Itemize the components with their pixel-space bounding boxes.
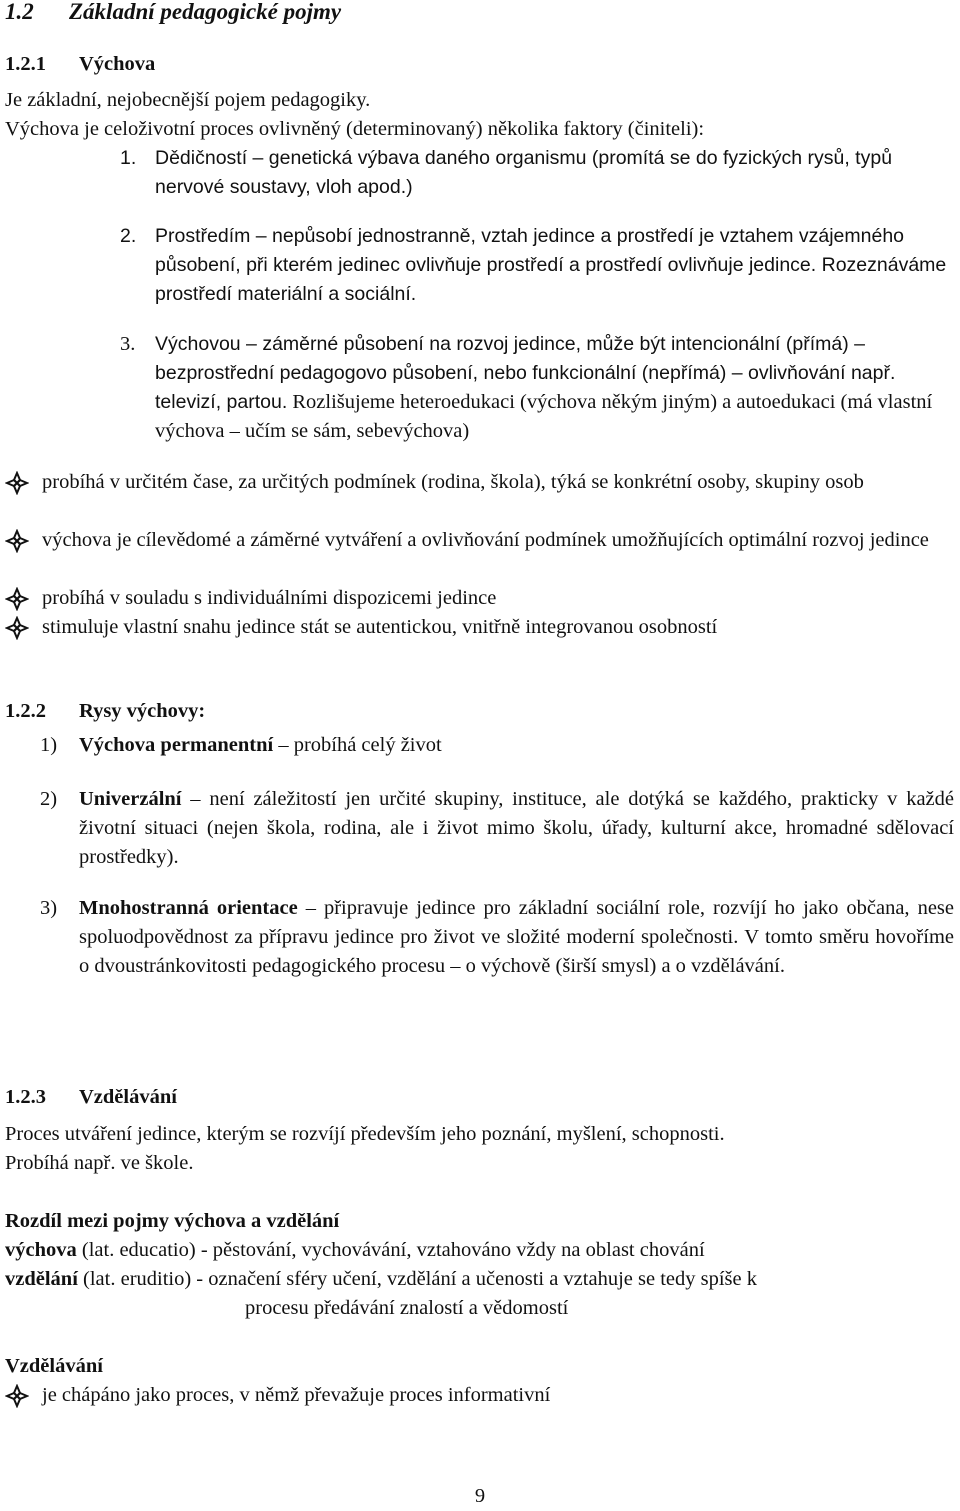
diamond-bullet-icon <box>5 587 29 611</box>
bullet-text: výchova je cílevědomé a záměrné vytváření a ovlivňování podmínek umožňujících optimální rozvoj jedince <box>42 529 929 551</box>
feature-number: 1) <box>40 734 58 756</box>
diamond-bullet-icon <box>5 529 29 553</box>
factor-item <box>120 144 950 202</box>
feature-text: – probíhá celý život <box>273 734 442 756</box>
intro-line: Je základní, nejobecnější pojem pedagogiky. <box>5 89 371 111</box>
diamond-bullet-icon <box>5 471 29 495</box>
bullet-item <box>5 613 952 642</box>
bullet-text: je chápáno jako proces, v němž převažuje proces informativní <box>42 1384 551 1406</box>
factor-text-continued: Rozlišujeme heteroedukaci (výchova někým jiným) a autoedukaci (má vlastní výchova – učím se sám, sebevýchova) <box>155 391 933 442</box>
paragraph-line: Proces utváření jedince, kterým se rozvíjí především jeho poznání, myšlení, schopnosti. <box>5 1123 725 1145</box>
feature-term: Univerzální <box>79 788 182 810</box>
section-heading-1-2-3 <box>5 1083 954 1112</box>
feature-term: Mnohostranná orientace <box>79 897 298 919</box>
section-title: Vzdělávání <box>79 1086 177 1108</box>
section-title: Rysy výchovy: <box>79 700 206 722</box>
section-heading-1-2-1 <box>5 50 954 79</box>
section-heading-1-2-2 <box>5 697 954 726</box>
feature-number: 2) <box>40 788 58 810</box>
factor-number: 3. <box>120 333 136 355</box>
feature-text: – není záležitostí jen určité skupiny, instituce, ale dotýká se každého, prakticky v každé životní situaci (nejen škola, rodina, ale i život mimo školu, úřady, kulturní akce, hromadné sdělovací prostředky). <box>79 788 954 868</box>
definition-term: výchova <box>5 1239 77 1261</box>
definition-text: (lat. eruditio) - označení sféry učení, vzdělání a učenosti a vztahuje se tedy spíše k <box>77 1268 757 1290</box>
section-number: 1.2 <box>5 0 34 24</box>
definition-continuation: procesu předávání znalostí a vědomostí <box>245 1297 569 1319</box>
section-heading-1-2 <box>5 0 954 26</box>
factor-text: Dědičností – genetická výbava daného organismu (promítá se do fyzických rysů, typů nervové soustavy, vloh apod.) <box>155 147 893 198</box>
bullet-item <box>5 1381 952 1410</box>
vzdelavani-heading: Vzdělávání <box>5 1355 103 1377</box>
bullet-item <box>5 468 952 497</box>
difference-heading: Rozdíl mezi pojmy výchova a vzdělání <box>5 1210 340 1232</box>
diamond-bullet-icon <box>5 1384 29 1408</box>
bullet-text: stimuluje vlastní snahu jedince stát se autentickou, vnitřně integrovanou osobností <box>42 616 718 638</box>
factor-number: 1. <box>120 147 137 169</box>
bullet-item <box>5 584 952 613</box>
bullet-text: probíhá v určitém čase, za určitých podmínek (rodina, škola), týká se konkrétní osoby, skupiny osob <box>42 471 864 493</box>
definition-term: vzdělání <box>5 1268 78 1290</box>
section-number: 1.2.1 <box>5 53 46 75</box>
feature-item <box>40 785 954 872</box>
section-number: 1.2.2 <box>5 700 46 722</box>
bullet-item <box>5 526 952 555</box>
paragraph-line: Probíhá např. ve škole. <box>5 1152 194 1174</box>
feature-term: Výchova permanentní <box>79 734 274 756</box>
factor-text: Výchovou – záměrné působení na rozvoj jedince, může být intencionální (přímá) – bezprostřední pedagogovo působení, nebo funkcionální (nepřímá) – ovlivňování např. televizí, partou. <box>155 333 896 413</box>
feature-item <box>40 894 954 981</box>
factor-item <box>120 330 956 446</box>
definition-text: (lat. educatio) - pěstování, vychovávání, vztahováno vždy na oblast chování <box>76 1239 705 1261</box>
factor-item <box>120 222 950 309</box>
factor-number: 2. <box>120 225 137 247</box>
factor-text: Prostředím – nepůsobí jednostranně, vztah jedince a prostředí je vztahem vzájemného působení, při kterém jedinec ovlivňuje prostředí a prostředí ovlivňuje jedince. Rozeznáváme prostředí materiální a sociální. <box>155 225 947 305</box>
section-number: 1.2.3 <box>5 1086 46 1108</box>
section-title: Základní pedagogické pojmy <box>69 0 342 24</box>
feature-text: – připravuje jedince pro základní sociální role, rozvíjí ho jako občana, nese spoluodpovědnost za přípravu jedince pro život ve složité moderní společnosti. V tomto směru hovoříme o dvoustránkovitosti pedagogického procesu – o výchově (širší smysl) a o vzdělávání. <box>79 897 954 977</box>
section-title: Výchova <box>79 53 156 75</box>
page-number: 9 <box>474 1485 486 1507</box>
feature-item <box>40 731 954 760</box>
feature-number: 3) <box>40 897 58 919</box>
definition-vychova <box>5 1236 954 1265</box>
definition-vzdelani <box>5 1265 954 1294</box>
intro-line: Výchova je celoživotní proces ovlivněný (determinovaný) několika faktory (činiteli): <box>5 118 705 140</box>
bullet-text: probíhá v souladu s individuálními dispozicemi jedince <box>42 587 497 609</box>
diamond-bullet-icon <box>5 616 29 640</box>
